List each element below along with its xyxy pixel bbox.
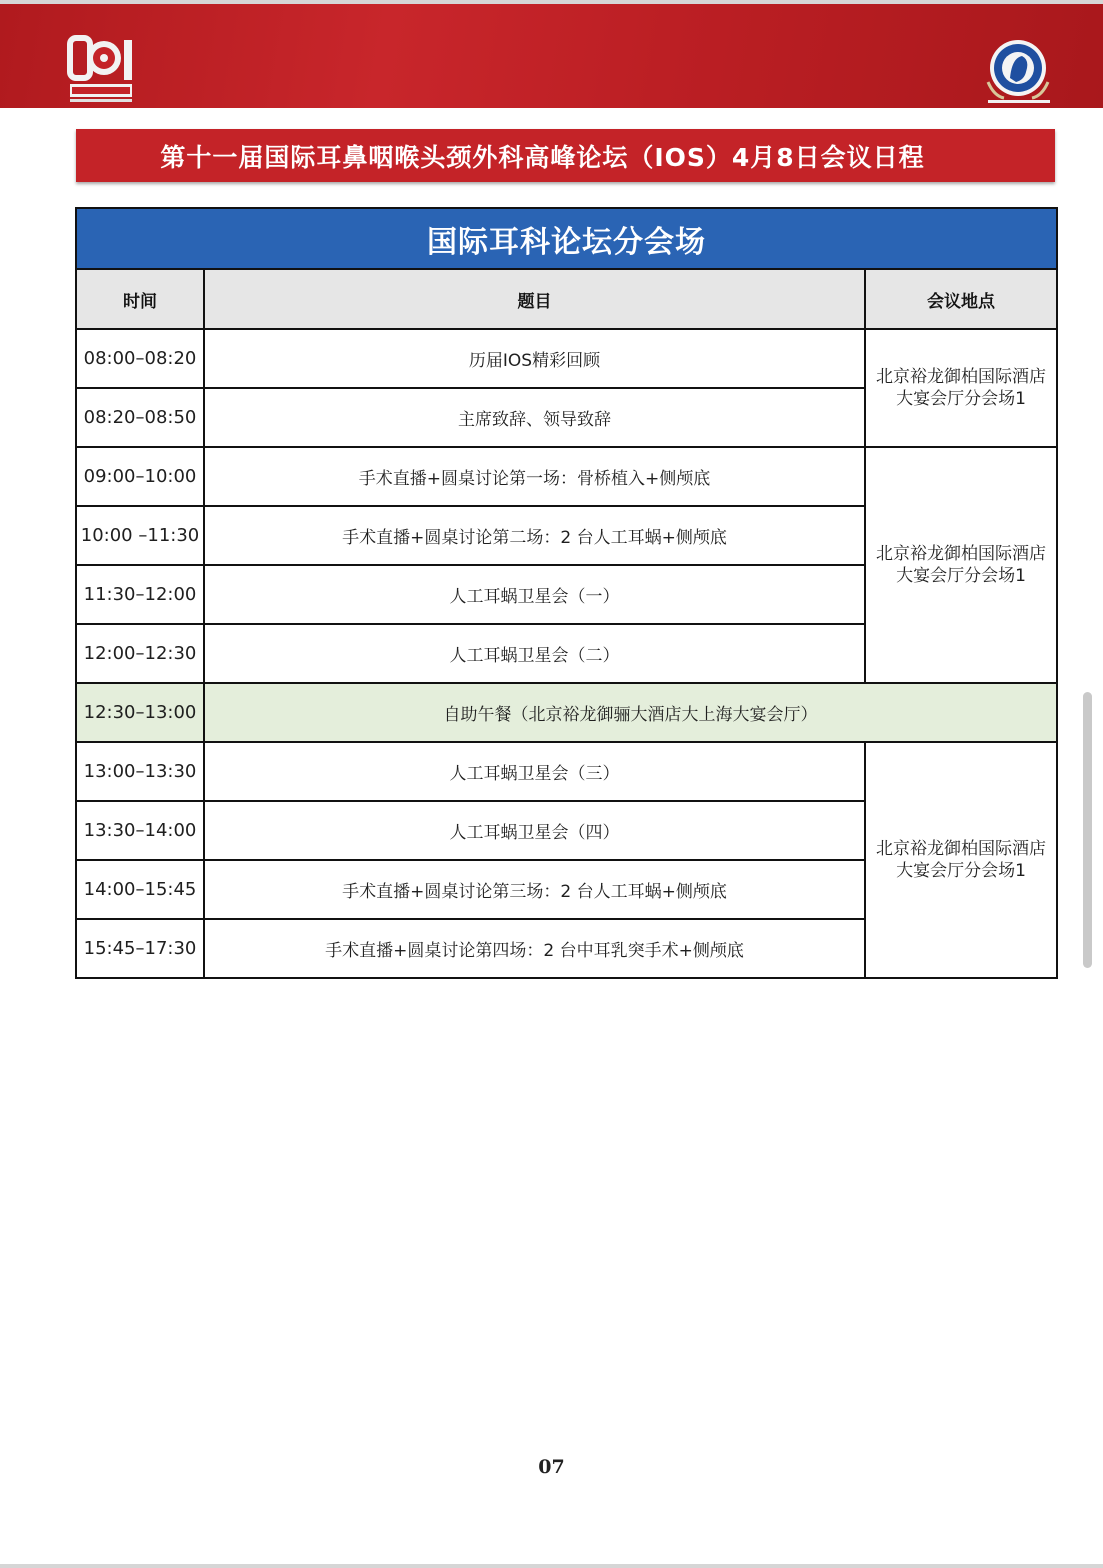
time-cell: 14:00–15:45 [76, 860, 204, 919]
location-line: 大宴会厅分会场1 [896, 566, 1026, 586]
column-header-topic: 题目 [204, 269, 865, 329]
time-cell: 13:30–14:00 [76, 801, 204, 860]
schedule-title-bar [76, 129, 1055, 182]
topic-cell: 手术直播+圆桌讨论第三场：2 台人工耳蜗+侧颅底 [204, 860, 865, 919]
location-line: 北京裕龙御柏国际酒店 [876, 839, 1047, 859]
location-cell [865, 742, 1057, 978]
topic-cell: 人工耳蜗卫星会（一） [204, 565, 865, 624]
time-cell: 13:00–13:30 [76, 742, 204, 801]
ncrc-logo [984, 38, 1056, 106]
column-header-time: 时间 [76, 269, 204, 329]
column-header-location: 会议地点 [865, 269, 1057, 329]
topic-cell: 主席致辞、领导致辞 [204, 388, 865, 447]
time-cell: 08:00–08:20 [76, 329, 204, 388]
time-cell: 08:20–08:50 [76, 388, 204, 447]
schedule-table [75, 207, 1058, 979]
topic-cell: 手术直播+圆桌讨论第二场：2 台人工耳蜗+侧颅底 [204, 506, 865, 565]
page-number: 07 [538, 1456, 565, 1478]
topic-cell: 自助午餐（北京裕龙御骊大酒店大上海大宴会厅） [204, 683, 1057, 742]
topic-cell: 人工耳蜗卫星会（四） [204, 801, 865, 860]
time-cell: 12:30–13:00 [76, 683, 204, 742]
time-cell: 12:00–12:30 [76, 624, 204, 683]
table-row [76, 447, 1057, 506]
location-cell [865, 447, 1057, 683]
location-cell [865, 329, 1057, 447]
topic-cell: 手术直播+圆桌讨论第一场：骨桥植入+侧颅底 [204, 447, 865, 506]
location-line: 北京裕龙御柏国际酒店 [876, 544, 1047, 564]
venue-title: 国际耳科论坛分会场 [76, 208, 1057, 269]
topic-cell: 人工耳蜗卫星会（三） [204, 742, 865, 801]
table-row [76, 329, 1057, 388]
bottom-edge [0, 1564, 1103, 1568]
topic-cell: 人工耳蜗卫星会（二） [204, 624, 865, 683]
lunch-row [76, 683, 1057, 742]
location-line: 大宴会厅分会场1 [896, 861, 1026, 881]
hospital-logo [66, 34, 140, 106]
time-cell: 11:30–12:00 [76, 565, 204, 624]
topic-cell: 手术直播+圆桌讨论第四场：2 台中耳乳突手术+侧颅底 [204, 919, 865, 978]
topic-cell: 历届IOS精彩回顾 [204, 329, 865, 388]
table-row [76, 742, 1057, 801]
time-cell: 15:45–17:30 [76, 919, 204, 978]
scrollbar-thumb[interactable] [1083, 692, 1092, 968]
time-cell: 09:00–10:00 [76, 447, 204, 506]
page-title: 第十一届国际耳鼻咽喉头颈外科高峰论坛（IOS）4月8日会议日程 [160, 142, 925, 172]
location-line: 北京裕龙御柏国际酒店 [876, 367, 1047, 387]
header-banner [0, 4, 1103, 108]
time-cell: 10:00 –11:30 [76, 506, 204, 565]
location-line: 大宴会厅分会场1 [896, 389, 1026, 409]
